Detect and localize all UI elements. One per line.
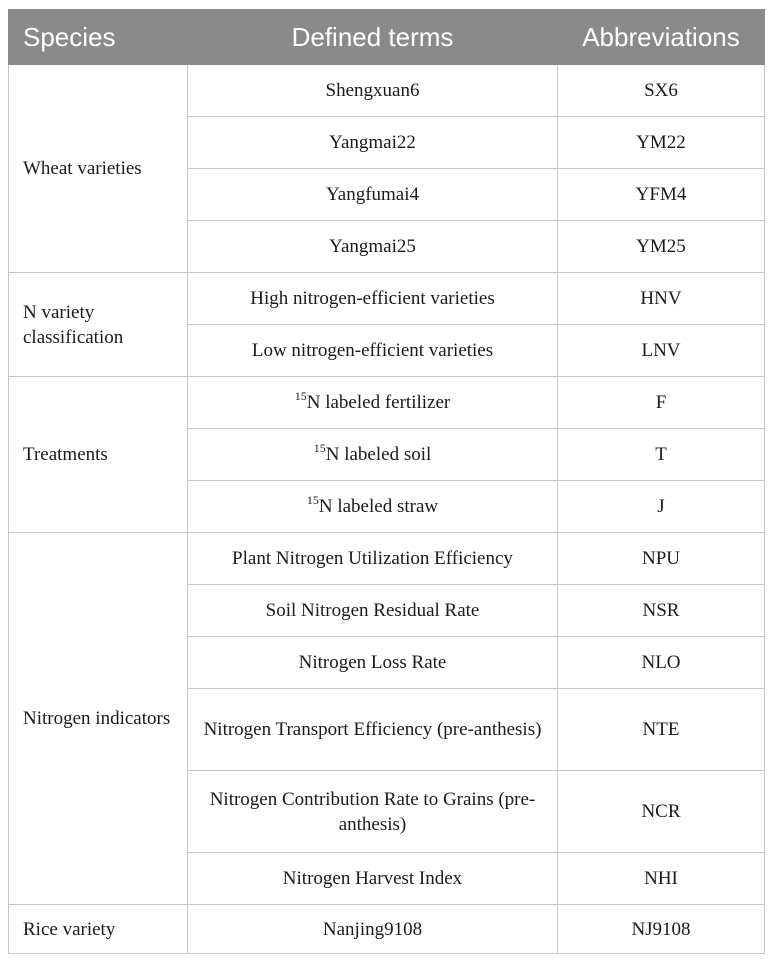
term-cell: Nitrogen Contribution Rate to Grains (pre-anthesis) xyxy=(188,771,558,853)
table-row xyxy=(9,533,765,585)
abbr-cell: LNV xyxy=(558,325,765,377)
term-cell: Nitrogen Harvest Index xyxy=(188,853,558,905)
isotope-superscript: 15 xyxy=(294,389,307,403)
term-cell xyxy=(188,481,558,533)
abbr-cell: NSR xyxy=(558,585,765,637)
table-row xyxy=(9,377,765,429)
species-cell: Nitrogen indicators xyxy=(9,533,188,905)
species-cell: Wheat varieties xyxy=(9,65,188,273)
header-abbreviations: Abbreviations xyxy=(558,10,765,65)
table-row xyxy=(9,65,765,117)
abbr-cell: NJ9108 xyxy=(558,905,765,954)
table-row xyxy=(9,905,765,954)
term-text: N labeled soil xyxy=(325,444,432,465)
table-row xyxy=(9,273,765,325)
abbr-cell: SX6 xyxy=(558,65,765,117)
isotope-superscript: 15 xyxy=(313,441,326,455)
header-row xyxy=(9,10,765,65)
term-cell: Nanjing9108 xyxy=(188,905,558,954)
header-species: Species xyxy=(9,10,188,65)
term-cell: Soil Nitrogen Residual Rate xyxy=(188,585,558,637)
term-cell: Low nitrogen-efficient varieties xyxy=(188,325,558,377)
abbr-cell: NCR xyxy=(558,771,765,853)
abbr-cell: T xyxy=(558,429,765,481)
species-cell: N variety classification xyxy=(9,273,188,377)
abbr-cell: YM25 xyxy=(558,221,765,273)
abbr-cell: YFM4 xyxy=(558,169,765,221)
term-cell: Nitrogen Transport Efficiency (pre-anthesis) xyxy=(188,689,558,771)
abbr-cell: HNV xyxy=(558,273,765,325)
abbr-cell: NLO xyxy=(558,637,765,689)
term-cell: Yangfumai4 xyxy=(188,169,558,221)
isotope-superscript: 15 xyxy=(306,493,319,507)
abbr-cell: YM22 xyxy=(558,117,765,169)
term-cell: Nitrogen Loss Rate xyxy=(188,637,558,689)
term-text: N labeled straw xyxy=(318,496,439,517)
abbr-cell: NPU xyxy=(558,533,765,585)
term-text: N labeled fertilizer xyxy=(306,392,451,413)
term-cell xyxy=(188,429,558,481)
term-cell: Yangmai25 xyxy=(188,221,558,273)
abbr-cell: NTE xyxy=(558,689,765,771)
term-cell: Yangmai22 xyxy=(188,117,558,169)
term-cell: Shengxuan6 xyxy=(188,65,558,117)
term-cell xyxy=(188,377,558,429)
term-cell: High nitrogen-efficient varieties xyxy=(188,273,558,325)
term-cell: Plant Nitrogen Utilization Efficiency xyxy=(188,533,558,585)
abbr-cell: F xyxy=(558,377,765,429)
abbr-cell: NHI xyxy=(558,853,765,905)
species-cell: Rice variety xyxy=(9,905,188,954)
species-cell: Treatments xyxy=(9,377,188,533)
abbr-cell: J xyxy=(558,481,765,533)
header-defined-terms: Defined terms xyxy=(188,10,558,65)
abbreviations-table xyxy=(8,9,765,954)
